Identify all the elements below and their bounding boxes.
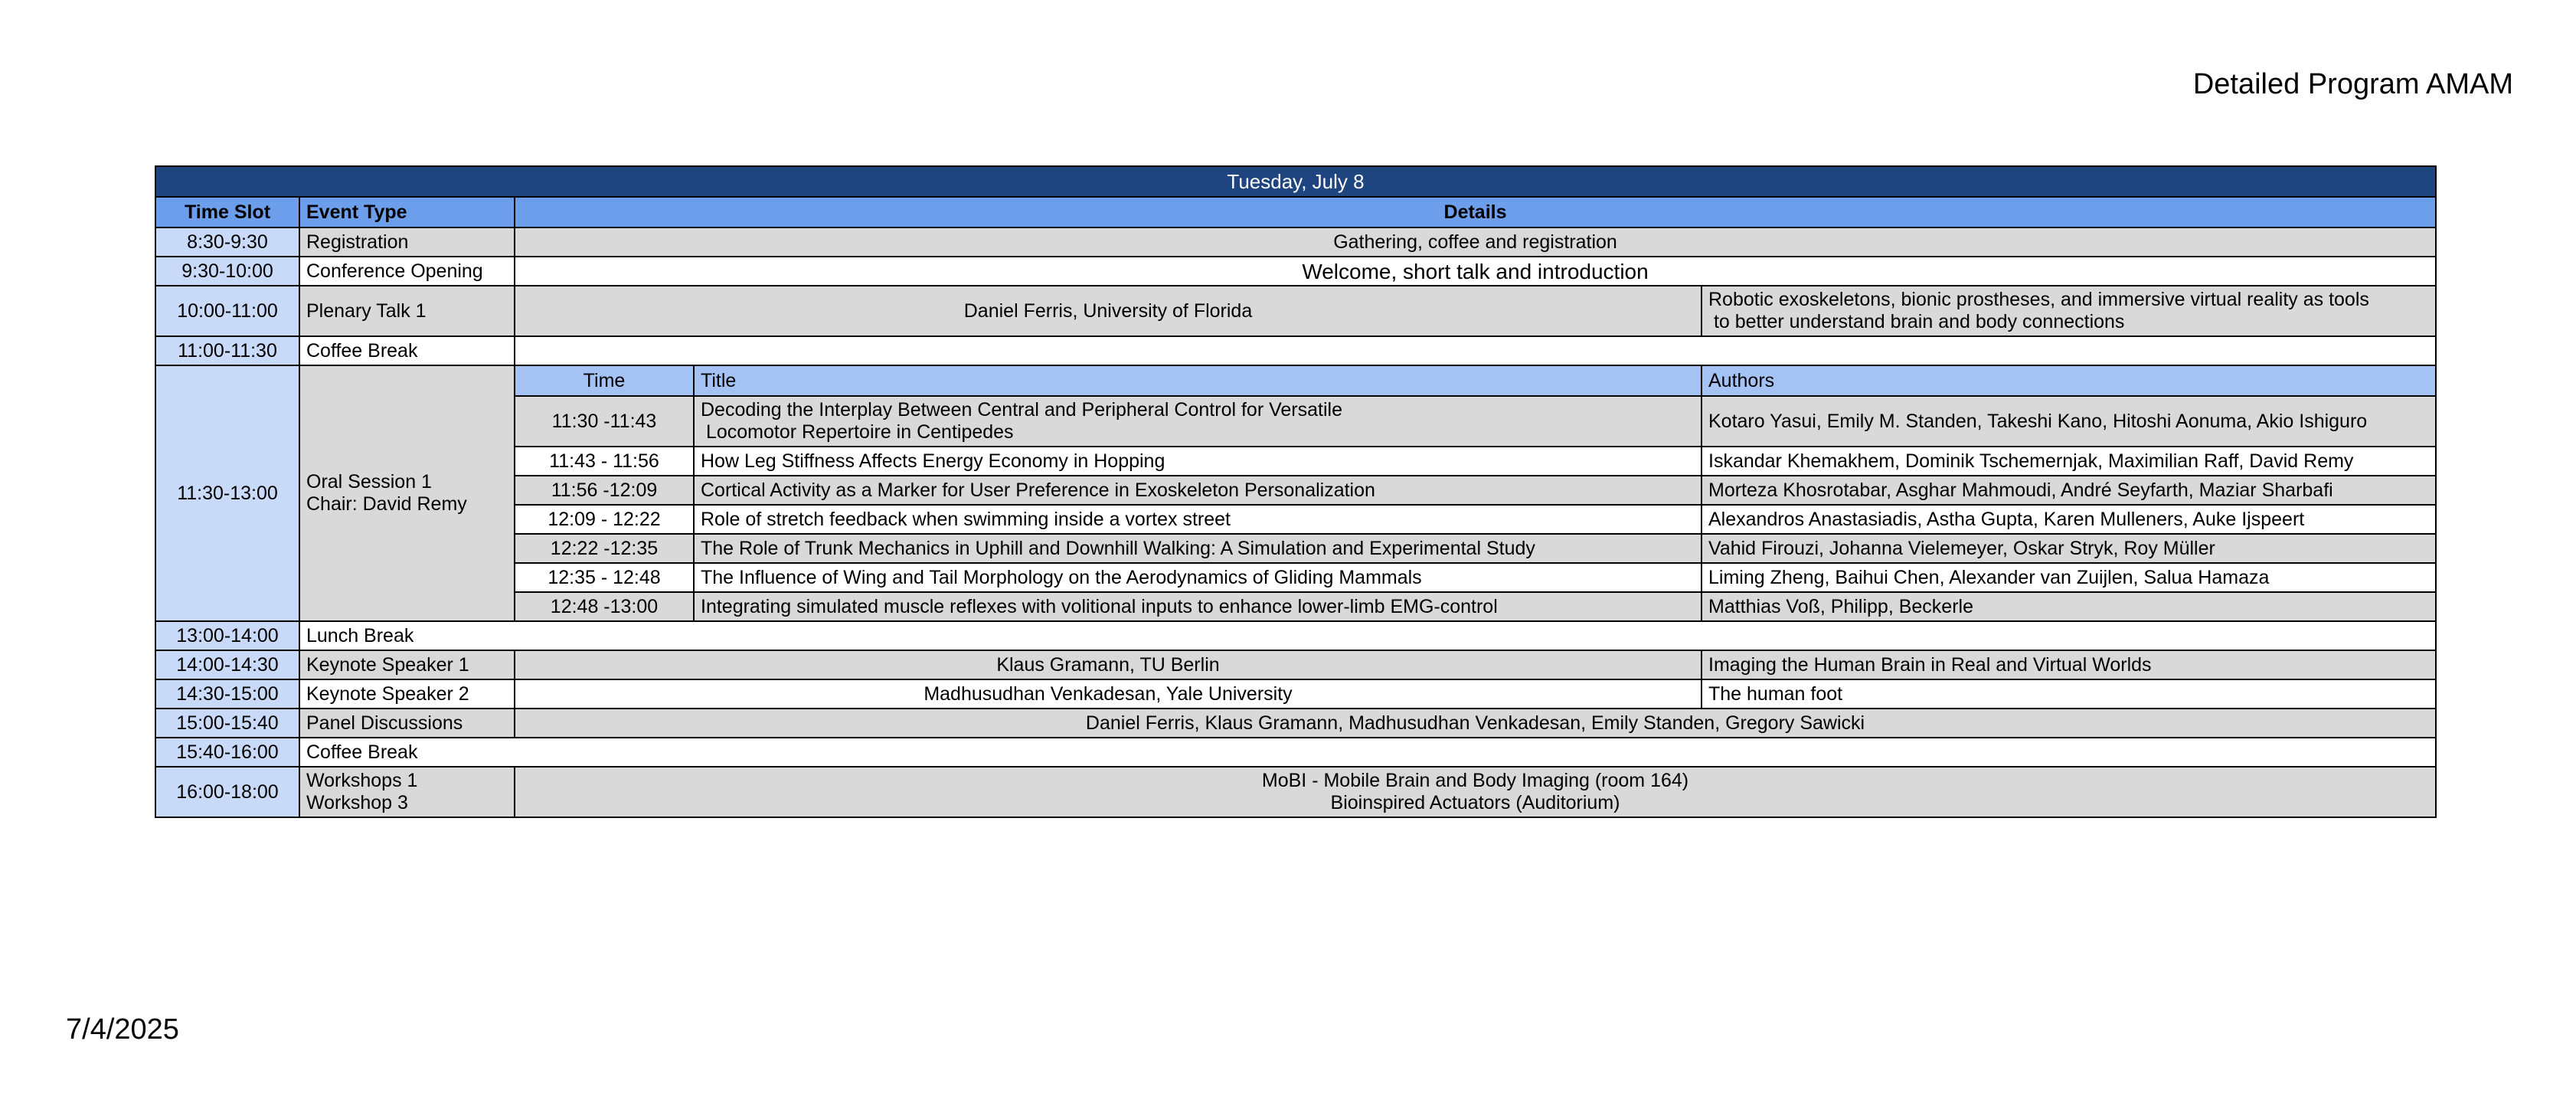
- talk-title-line: Decoding the Interplay Between Central and Peripheral Control for Versatile: [701, 399, 1342, 421]
- time-slot: 14:30-15:00: [155, 679, 299, 709]
- header-time-slot: Time Slot: [155, 197, 299, 227]
- table-row-coffee-break: [155, 336, 2436, 365]
- talk-authors: Morteza Khosrotabar, Asghar Mahmoudi, André Seyfarth, Maziar Sharbafi: [1702, 476, 2436, 505]
- time-slot: 15:40-16:00: [155, 738, 299, 767]
- footer-date: 7/4/2025: [66, 1013, 179, 1046]
- table-row-registration: [155, 227, 2436, 257]
- day-header-row: [155, 166, 2436, 197]
- time-slot: 8:30-9:30: [155, 227, 299, 257]
- event-type: Keynote Speaker 1: [299, 650, 515, 679]
- talk-authors: Iskandar Khemakhem, Dominik Tschemernjak, Maximilian Raff, David Remy: [1702, 447, 2436, 476]
- table-row-oral-session: [155, 365, 2436, 396]
- subheader-authors: Authors: [1702, 365, 2436, 396]
- talk-topic: The human foot: [1702, 679, 2436, 709]
- event-type: Coffee Break: [299, 336, 515, 365]
- talk-authors: Kotaro Yasui, Emily M. Standen, Takeshi Kano, Hitoshi Aonuma, Akio Ishiguro: [1702, 396, 2436, 447]
- day-header: Tuesday, July 8: [155, 166, 2436, 197]
- talk-time: 11:30 -11:43: [515, 396, 694, 447]
- event-type: Keynote Speaker 2: [299, 679, 515, 709]
- header-event-type: Event Type: [299, 197, 515, 227]
- event-type: Plenary Talk 1: [299, 286, 515, 336]
- talk-time: 12:48 -13:00: [515, 592, 694, 621]
- event-details: [515, 767, 2436, 817]
- table-row-keynote-2: [155, 679, 2436, 709]
- table-row-keynote-1: [155, 650, 2436, 679]
- event-details: Daniel Ferris, Klaus Gramann, Madhusudhan Venkadesan, Emily Standen, Gregory Sawicki: [515, 709, 2436, 738]
- time-slot: 16:00-18:00: [155, 767, 299, 817]
- time-slot: 15:00-15:40: [155, 709, 299, 738]
- talk-title-line: Locomotor Repertoire in Centipedes: [701, 421, 1014, 443]
- event-type: Registration: [299, 227, 515, 257]
- session-name: Oral Session 1: [306, 471, 432, 493]
- talk-topic: Imaging the Human Brain in Real and Virtual Worlds: [1702, 650, 2436, 679]
- time-slot: 11:30-13:00: [155, 365, 299, 621]
- table-row-workshops: [155, 767, 2436, 817]
- event-type: Lunch Break: [299, 621, 2436, 650]
- table-row-plenary: [155, 286, 2436, 336]
- time-slot: 13:00-14:00: [155, 621, 299, 650]
- talk-time: 11:43 - 11:56: [515, 447, 694, 476]
- table-row-coffee-break: [155, 738, 2436, 767]
- program-table: [155, 165, 2437, 818]
- talk-title: How Leg Stiffness Affects Energy Economy in Hopping: [694, 447, 1702, 476]
- event-type: Panel Discussions: [299, 709, 515, 738]
- event-details: [515, 336, 2436, 365]
- talk-topic-line: Robotic exoskeletons, bionic prostheses, and immersive virtual reality as tools: [1708, 289, 2369, 310]
- talk-authors: Vahid Firouzi, Johanna Vielemeyer, Oskar Stryk, Roy Müller: [1702, 534, 2436, 563]
- session-chair: Chair: David Remy: [306, 493, 467, 515]
- talk-time: 12:35 - 12:48: [515, 563, 694, 592]
- speaker: Daniel Ferris, University of Florida: [515, 286, 1702, 336]
- time-slot: 10:00-11:00: [155, 286, 299, 336]
- talk-topic-line: to better understand brain and body connections: [1708, 311, 2125, 332]
- event-type: Coffee Break: [299, 738, 2436, 767]
- talk-title: The Influence of Wing and Tail Morphology on the Aerodynamics of Gliding Mammals: [694, 563, 1702, 592]
- talk-title: The Role of Trunk Mechanics in Uphill and Downhill Walking: A Simulation and Experimental Study: [694, 534, 1702, 563]
- talk-time: 12:22 -12:35: [515, 534, 694, 563]
- talk-authors: Liming Zheng, Baihui Chen, Alexander van Zuijlen, Salua Hamaza: [1702, 563, 2436, 592]
- table-row-opening: [155, 257, 2436, 286]
- talk-title: Cortical Activity as a Marker for User Preference in Exoskeleton Personalization: [694, 476, 1702, 505]
- time-slot: 14:00-14:30: [155, 650, 299, 679]
- workshop-title: Bioinspired Actuators (Auditorium): [1330, 792, 1620, 813]
- event-details: Gathering, coffee and registration: [515, 227, 2436, 257]
- workshop-label: Workshop 3: [306, 792, 408, 813]
- column-header-row: [155, 197, 2436, 227]
- talk-title: Role of stretch feedback when swimming inside a vortex street: [694, 505, 1702, 534]
- workshop-label: Workshops 1: [306, 770, 418, 791]
- subheader-title: Title: [694, 365, 1702, 396]
- event-type: [299, 767, 515, 817]
- workshop-title: MoBI - Mobile Brain and Body Imaging (room 164): [1261, 770, 1689, 791]
- talk-authors: Matthias Voß, Philipp, Beckerle: [1702, 592, 2436, 621]
- speaker: Klaus Gramann, TU Berlin: [515, 650, 1702, 679]
- subheader-time: Time: [515, 365, 694, 396]
- talk-title: Integrating simulated muscle reflexes with volitional inputs to enhance lower-limb EMG-control: [694, 592, 1702, 621]
- table-row-lunch: [155, 621, 2436, 650]
- talk-topic: [1702, 286, 2436, 336]
- table-row-panel: [155, 709, 2436, 738]
- speaker: Madhusudhan Venkadesan, Yale University: [515, 679, 1702, 709]
- talk-title: [694, 396, 1702, 447]
- time-slot: 11:00-11:30: [155, 336, 299, 365]
- header-details: Details: [515, 197, 2436, 227]
- event-details: Welcome, short talk and introduction: [515, 257, 2436, 286]
- talk-time: 12:09 - 12:22: [515, 505, 694, 534]
- event-type: [299, 365, 515, 621]
- page-title: Detailed Program AMAM: [2192, 68, 2513, 100]
- time-slot: 9:30-10:00: [155, 257, 299, 286]
- talk-time: 11:56 -12:09: [515, 476, 694, 505]
- event-type: Conference Opening: [299, 257, 515, 286]
- talk-authors: Alexandros Anastasiadis, Astha Gupta, Karen Mulleners, Auke Ijspeert: [1702, 505, 2436, 534]
